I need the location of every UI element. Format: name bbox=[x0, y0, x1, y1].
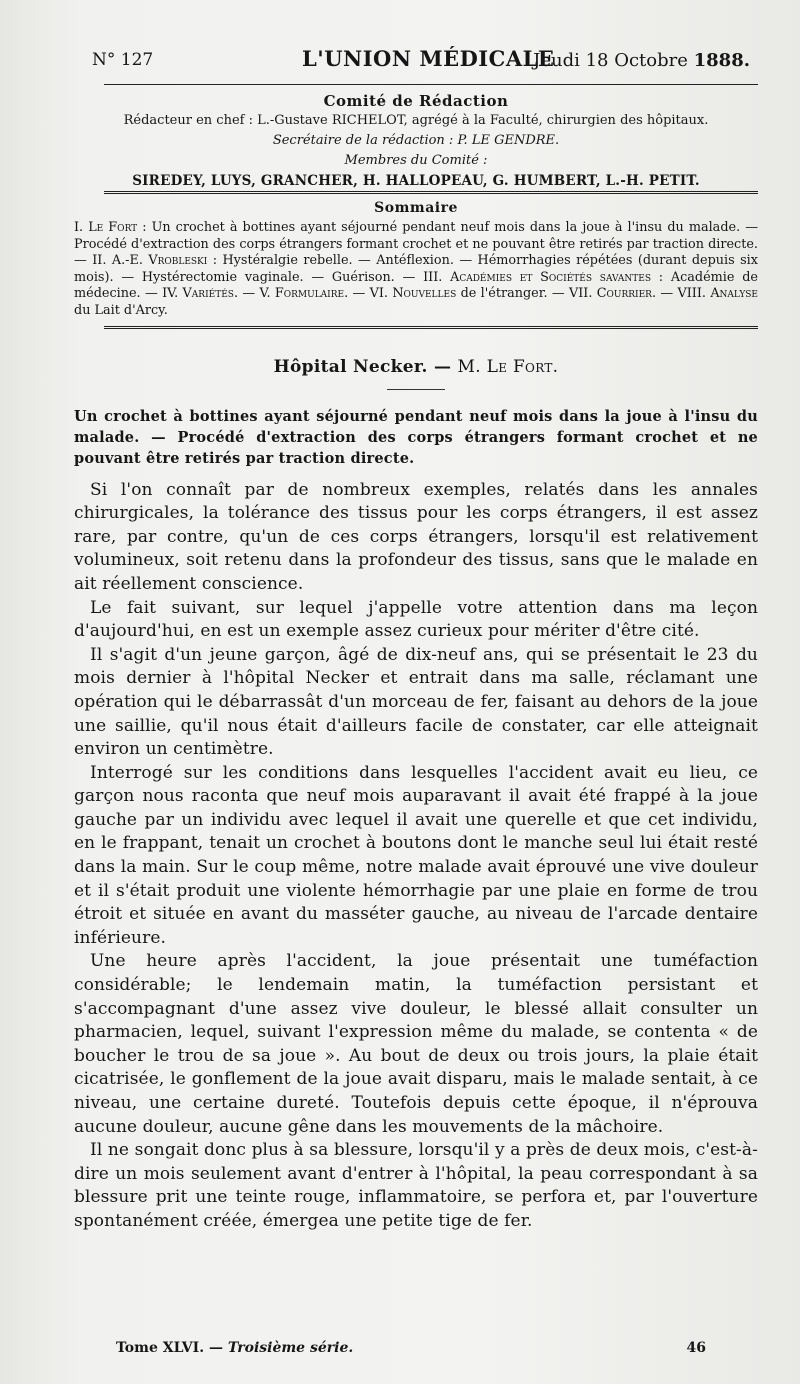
tome: Tome XLVI. — bbox=[116, 1340, 228, 1356]
sommaire-item-5: . — VI. bbox=[344, 286, 393, 302]
article-body bbox=[74, 479, 758, 1234]
sommaire-item-7: . — VIII. bbox=[651, 286, 711, 302]
secretary: Secrétaire de la rédaction : P. LE GENDRE. bbox=[272, 133, 560, 148]
volume-info bbox=[116, 1340, 353, 1356]
sommaire-item-5-title: Formulaire bbox=[274, 286, 345, 302]
page-footer bbox=[116, 1340, 706, 1356]
sommaire-item-8-title: Analyse bbox=[710, 286, 759, 302]
paragraph: Il ne songait donc plus à sa blessure, lorsqu'il y a près de deux mois, c'est-à-dire un mois seulement avant d'entrer à l'hôpital, la peau correspondant à sa blessure prit une teinte rouge, inflammatoire, se perfora et, par l'ouverture spontanément créée, émergea une petite tige de fer. bbox=[74, 1140, 758, 1231]
sommaire-item-2: : Hystéralgie rebelle. — Antéflexion. — Hémorrhagies répétées (durant depuis six mois). — Hystérectomie vaginale. — Guérison. — III. bbox=[74, 253, 758, 285]
editor-in-chief: Rédacteur en chef : L.-Gustave RICHELOT, agrégé à la Faculté, chirurgien des hôpitaux. bbox=[123, 113, 709, 128]
series: Troisième série. bbox=[227, 1340, 354, 1356]
sommaire-item-3-title: Académies et Sociétés savantes bbox=[450, 269, 652, 285]
sommaire-item-3: : Académie de médecine. — IV. bbox=[74, 269, 759, 302]
sommaire-author-2: Vrobleski bbox=[148, 253, 208, 269]
committee-title: Comité de Rédaction bbox=[323, 92, 509, 110]
paragraph: Une heure après l'accident, la joue présentait une tuméfaction considérable; le lendemain matin, la tuméfaction persistant et s'accompagnant d'une assez vive douleur, le blessé allait consulter un pharmacien, lequel, suivant l'expression même du malade, se contenta « de boucher le trou de sa joue ». Au bout de deux ou trois jours, la plaie était cicatrisée, le gonflement de la joue avait disparu, mais le malade sentait, à ce niveau, une certaine dureté. Toutefois depuis cette époque, il n'éprouva aucune douleur, aucune gêne dans les mouvements de la mâchoire. bbox=[74, 951, 758, 1137]
journal-title: L'UNION MÉDICALE bbox=[302, 46, 555, 71]
sommaire-item-8: du Lait d'Arcy. bbox=[74, 302, 168, 318]
header-rule bbox=[104, 84, 758, 85]
paragraph: Interrogé sur les conditions dans lesquelles l'accident avait eu lieu, ce garçon nous raconta que neuf mois auparavant il avait été frappé à la joue gauche par un individu avec lequel il avait une querelle et que cet individu, en le frappant, tenait un crochet à boutons dont le manche seul lui était resté dans la main. Sur le coup même, notre malade avait éprouvé une vive douleur et il s'était produit une violente hémorrhagie par une plaie en forme de trou étroit et située en avant du masséter gauche, au niveau de l'arcade dentaire inférieure. bbox=[74, 762, 758, 948]
sommaire-text bbox=[74, 220, 758, 320]
article-author: M. Le Fort. bbox=[457, 356, 559, 377]
article-subtitle: Un crochet à bottines ayant séjourné pendant neuf mois dans la joue à l'insu du malade. — Procédé d'extraction des corps étrangers formant crochet et ne pouvant être retirés par traction directe. bbox=[74, 407, 758, 467]
paragraph: Le fait suivant, sur lequel j'appelle votre attention dans ma leçon d'aujourd'hui, en est un exemple assez curieux pour mériter d'être cité. bbox=[74, 597, 758, 642]
editorial-committee bbox=[74, 91, 758, 191]
heading-rule bbox=[387, 389, 445, 390]
running-head bbox=[74, 44, 758, 84]
article-heading bbox=[74, 357, 758, 377]
sommaire-item-7-title: Courrier bbox=[596, 286, 652, 302]
sommaire-num-1: I. bbox=[74, 220, 84, 235]
sommaire-item-4: . — V. bbox=[233, 286, 275, 302]
sommaire-item-4-title: Variétés bbox=[182, 286, 234, 302]
page-number: 46 bbox=[686, 1340, 706, 1356]
issue-year: 1888. bbox=[693, 50, 750, 71]
sommaire-item-6: de l'étranger. — VII. bbox=[456, 286, 597, 302]
issue-number: N° 127 bbox=[92, 50, 154, 70]
sommaire-author-1: Le Fort bbox=[88, 220, 138, 235]
sommaire-item-6-title: Nouvelles bbox=[392, 286, 457, 302]
sommaire-item-1: : Un crochet à bottines ayant séjourné pendant neuf mois dans la joue à l'insu du malade. — Procédé d'extraction des corps étrangers formant crochet et ne pouvant être retirés par traction directe. — II. A.-E. bbox=[74, 220, 758, 269]
committee-rule bbox=[104, 191, 758, 196]
paragraph: Il s'agit d'un jeune garçon, âgé de dix-neuf ans, qui se présentait le 23 du mois dernier à l'hôpital Necker et entrait dans ma salle, réclamant une opération qui le débarrassât d'un morceau de fer, faisant au dehors de la joue une saillie, qu'il nous était d'ailleurs facile de constater, car elle atteignait environ un centimètre. bbox=[74, 644, 758, 760]
hospital-name: Hôpital Necker. — bbox=[273, 356, 458, 377]
issue-date bbox=[533, 50, 750, 71]
sommaire-rule bbox=[104, 326, 758, 331]
issue-date-text: Jeudi 18 Octobre bbox=[533, 50, 688, 71]
sommaire-title: Sommaire bbox=[374, 200, 458, 216]
committee-members: SIREDEY, LUYS, GRANCHER, H. HALLOPEAU, G. HUMBERT, L.-H. PETIT. bbox=[132, 173, 700, 189]
members-label: Membres du Comité : bbox=[344, 153, 488, 168]
paragraph: Si l'on connaît par de nombreux exemples, relatés dans les annales chirurgicales, la tolérance des tissus pour les corps étrangers, il est assez rare, par contre, qu'un de ces corps étrangers, lorsqu'il est relativement volumineux, soit retenu dans la profondeur des tissus, sans que le malade en ait réellement conscience. bbox=[74, 479, 758, 594]
